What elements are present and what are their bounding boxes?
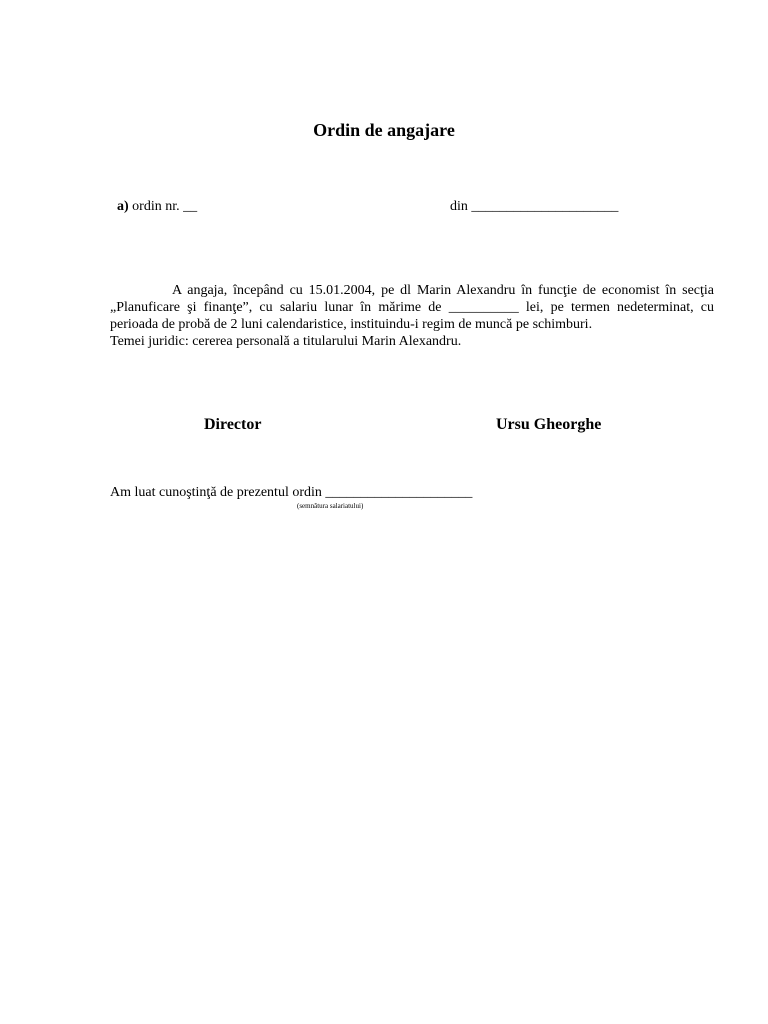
document-title: Ordin de angajare: [313, 120, 455, 140]
order-body: [110, 282, 714, 350]
signature-caption: (semnătura salariatului): [297, 502, 364, 510]
order-number-line: [117, 199, 197, 215]
legal-basis-paragraph: Temei juridic: cererea personală a titularului Marin Alexandru.: [110, 334, 462, 349]
order-number-text: ordin nr. __: [132, 199, 198, 214]
order-label: a): [117, 199, 129, 214]
signatory-name: Ursu Gheorghe: [496, 416, 602, 433]
order-main-paragraph: A angaja, începând cu 15.01.2004, pe dl Marin Alexandru în funcţie de economist în secţia „Planuficare şi finanţe”, cu salariu lunar în mărime de __________ lei, pe termen nedeterminat, cu perioada de probă de 2 luni calendaristice, instituindu-i regim de muncă pe schimburi.: [110, 283, 714, 332]
order-date-line: din _____________________: [450, 199, 619, 214]
signatory-role: Director: [204, 416, 262, 433]
employee-acknowledgement: Am luat cunoştinţă de prezentul ordin _____________________: [110, 485, 473, 500]
